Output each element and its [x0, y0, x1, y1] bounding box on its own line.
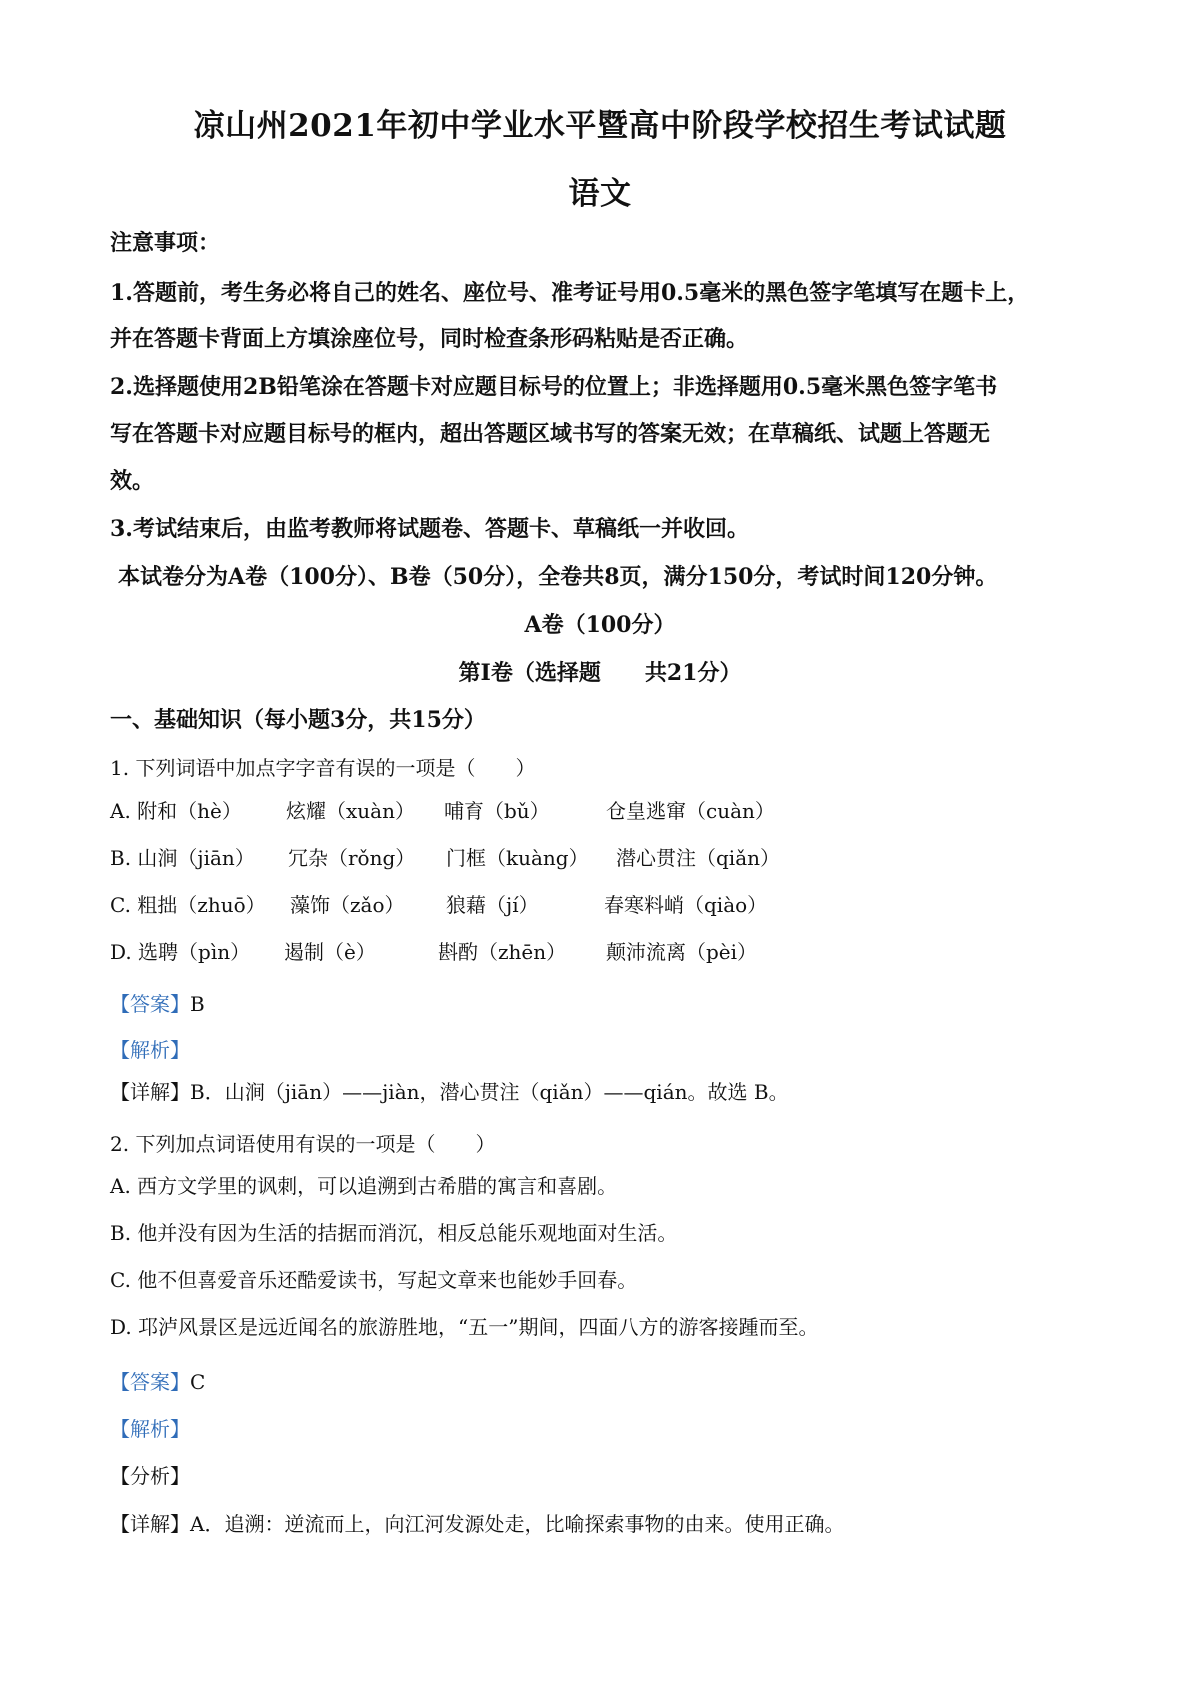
- q2-fenxi-label: 【分析】: [110, 1464, 190, 1488]
- notice-line-2: 并在答题卡背面上方填涂座位号，同时检查条形码粘贴是否正确。: [110, 326, 749, 352]
- page-title: 凉山州2021年初中学业水平暨高中阶段学校招生考试试题: [193, 108, 1007, 144]
- q1-option-a-3: 哺育（bǔ）: [444, 799, 550, 823]
- q2-detail: [110, 1508, 844, 1537]
- notice-line-6: 3.考试结束后，由监考教师将试题卷、答题卡、草稿纸一并收回。: [110, 516, 749, 542]
- section-a-heading: A卷（100分）: [524, 612, 676, 638]
- notice-line-5: 效。: [110, 468, 155, 494]
- q2-answer-value: C: [190, 1370, 206, 1394]
- section1-heading: 一、基础知识（每小题3分，共15分）: [110, 707, 486, 733]
- q1-option-a-2: 炫耀（xuàn）: [286, 799, 415, 823]
- notice-line-1: 1.答题前，考生务必将自己的姓名、座位号、准考证号用0.5毫米的黑色签字笔填写在题卡上，: [110, 280, 1030, 306]
- notice-line-7: 本试卷分为A卷（100分）、B卷（50分），全卷共8页，满分150分，考试时间120分钟。: [118, 564, 998, 590]
- q2-option-a: A. 西方文学里的讽刺，可以追溯到古希腊的寓言和喜剧。: [110, 1174, 618, 1198]
- q1-option-b-4: 潜心贯注（qiǎn）: [616, 846, 781, 870]
- q2-option-d: D. 邛泸风景区是远近闻名的旅游胜地，“五一”期间，四面八方的游客接踵而至。: [110, 1315, 819, 1339]
- q1-detail-label: 【详解】: [110, 1080, 190, 1104]
- q1-option-a-1: A. 附和（hè）: [110, 799, 242, 823]
- q1-option-c-4: 春寒料峭（qiào）: [604, 893, 768, 917]
- q1-option-d-2: 遏制（è）: [284, 940, 376, 964]
- q2-detail-label: 【详解】: [110, 1512, 190, 1536]
- q2-option-b: B. 他并没有因为生活的拮据而消沉，相反总能乐观地面对生活。: [110, 1221, 678, 1245]
- q1-option-b-2: 冗杂（rǒng）: [288, 846, 416, 870]
- q2-option-c: C. 他不但喜爱音乐还酷爱读书，写起文章来也能妙手回春。: [110, 1268, 638, 1292]
- notice-line-3: 2.选择题使用2B铅笔涂在答题卡对应题目标号的位置上；非选择题用0.5毫米黑色签字笔书: [110, 374, 998, 400]
- q1-answer: [110, 988, 205, 1017]
- q1-option-c-2: 藻饰（zǎo）: [290, 893, 405, 917]
- q2-answer: [110, 1366, 205, 1395]
- q1-detail-text: B．山涧（jiān）——jiàn，潜心贯注（qiǎn）——qián。故选 B。: [190, 1080, 789, 1104]
- q2-stem: 2. 下列加点词语使用有误的一项是（ ）: [110, 1132, 496, 1156]
- q2-analysis-label: 【解析】: [110, 1417, 190, 1441]
- notice-line-4: 写在答题卡对应题目标号的框内，超出答题区域书写的答案无效；在草稿纸、试题上答题无: [110, 421, 991, 447]
- q2-detail-text: A．追溯：逆流而上，向江河发源处走，比喻探索事物的由来。使用正确。: [190, 1512, 845, 1536]
- q1-analysis-label: 【解析】: [110, 1038, 190, 1062]
- q1-stem: 1. 下列词语中加点字字音有误的一项是（ ）: [110, 756, 536, 780]
- q1-option-b-1: B. 山涧（jiān）: [110, 846, 255, 870]
- q1-option-b-3: 门框（kuàng）: [446, 846, 589, 870]
- q2-answer-label: 【答案】: [110, 1370, 190, 1394]
- q1-option-d-3: 斟酌（zhēn）: [438, 940, 567, 964]
- q1-option-a-4: 仓皇逃窜（cuàn）: [606, 799, 775, 823]
- subject-title: 语文: [568, 176, 632, 212]
- q1-option-d-4: 颠沛流离（pèi）: [606, 940, 758, 964]
- q1-answer-value: B: [190, 992, 205, 1016]
- q1-option-c-3: 狼藉（jí）: [446, 893, 539, 917]
- q1-detail: [110, 1076, 789, 1105]
- notice-heading: 注意事项：: [110, 230, 221, 256]
- q1-option-d-1: D. 选聘（pìn）: [110, 940, 251, 964]
- q1-option-c-1: C. 粗拙（zhuō）: [110, 893, 266, 917]
- q1-answer-label: 【答案】: [110, 992, 190, 1016]
- part1-heading: 第Ⅰ卷（选择题 共21分）: [458, 660, 742, 686]
